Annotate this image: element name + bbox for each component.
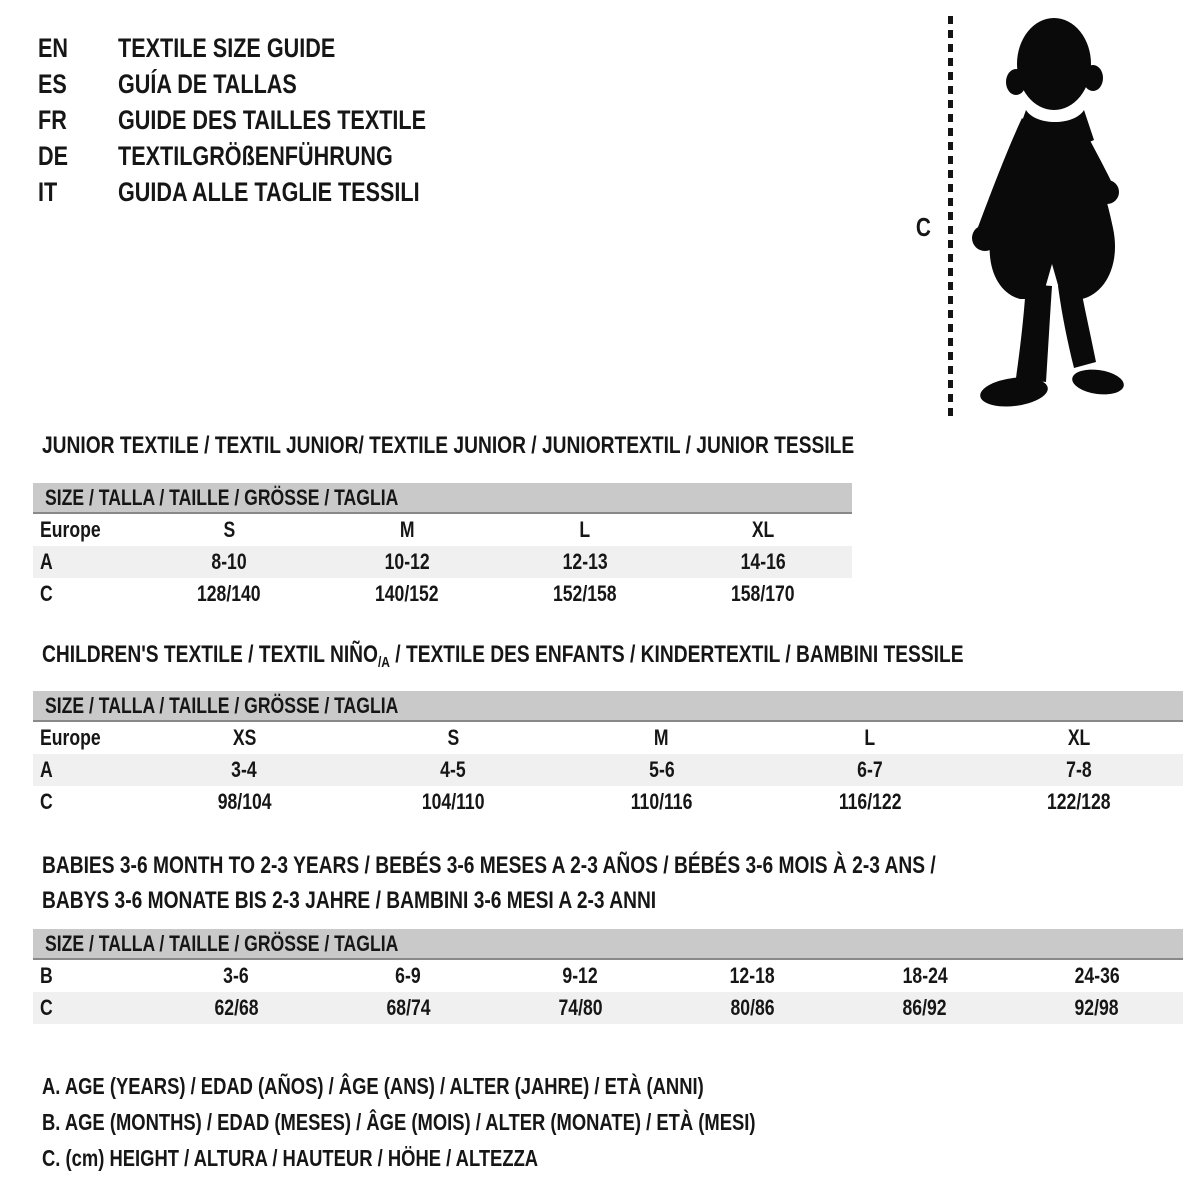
row-label: B <box>40 963 53 988</box>
language-row-it <box>38 174 503 210</box>
column-header-s: S <box>223 517 235 542</box>
language-header <box>38 30 503 210</box>
children-title-subscript: /A <box>377 654 390 671</box>
babies-months-row <box>33 960 1183 992</box>
column-header-xl: XL <box>751 517 775 542</box>
language-row-fr <box>38 102 503 138</box>
children-title-main: CHILDREN'S TEXTILE / TEXTIL NIÑO <box>42 641 378 668</box>
language-code: DE <box>38 141 69 171</box>
language-code: EN <box>38 33 69 63</box>
row-label: C <box>40 995 53 1020</box>
height-value: 116/122 <box>838 789 902 814</box>
height-value: 62/68 <box>214 995 259 1020</box>
legend-line-b: B. AGE (MONTHS) / EDAD (MESES) / ÂGE (MOIS) / ALTER (MONATE) / ETÀ (MESI) <box>42 1109 756 1135</box>
children-age-row <box>33 754 1183 786</box>
height-value: 110/116 <box>630 789 693 814</box>
height-value: 122/128 <box>1046 789 1111 814</box>
column-header-l: L <box>579 517 591 542</box>
age-value: 14-16 <box>740 549 786 574</box>
height-value: 158/170 <box>731 581 795 606</box>
row-label: A <box>40 549 53 574</box>
age-value: 7-8 <box>1065 757 1092 782</box>
height-value: 80/86 <box>730 995 775 1020</box>
children-height-row <box>33 786 1183 818</box>
age-value: 10-12 <box>384 549 430 574</box>
guide-title: GUIDE DES TAILLES TEXTILE <box>118 105 427 135</box>
height-value: 86/92 <box>902 995 947 1020</box>
junior-height-row <box>33 578 852 610</box>
age-value: 8-10 <box>211 549 247 574</box>
height-value: 68/74 <box>386 995 431 1020</box>
language-code: ES <box>38 69 67 99</box>
children-section-title <box>42 641 1194 677</box>
junior-section-title: JUNIOR TEXTILE / TEXTIL JUNIOR/ TEXTILE JUNIOR / JUNIORTEXTIL / JUNIOR TESSILE <box>42 432 855 459</box>
age-value: 3-4 <box>231 757 258 782</box>
babies-title-line1: BABIES 3-6 MONTH TO 2-3 YEARS / BEBÉS 3-6 MESES A 2-3 AÑOS / BÉBÉS 3-6 MOIS À 2-3 ANS / <box>42 852 936 879</box>
age-value: 5-6 <box>648 757 675 782</box>
months-value: 3-6 <box>223 963 249 988</box>
legend-line-c: C. (cm) HEIGHT / ALTURA / HAUTEUR / HÖHE / ALTEZZA <box>42 1145 539 1171</box>
months-value: 18-24 <box>902 963 948 988</box>
column-header-xl: XL <box>1067 725 1090 750</box>
row-label: A <box>40 757 53 782</box>
height-measure-dashed-line <box>948 16 953 416</box>
babies-section-title <box>42 848 1159 918</box>
height-value: 92/98 <box>1074 995 1119 1020</box>
age-value: 12-13 <box>562 549 608 574</box>
measurement-legend <box>42 1068 934 1176</box>
region-label: Europe <box>40 517 101 542</box>
size-header-bar: SIZE / TALLA / TAILLE / GRÖSSE / TAGLIA <box>33 483 852 514</box>
height-value: 128/140 <box>197 581 261 606</box>
babies-height-row <box>33 992 1183 1024</box>
language-code: FR <box>38 105 67 135</box>
babies-title-line2: BABYS 3-6 MONATE BIS 2-3 JAHRE / BAMBINI 3-6 MESI A 2-3 ANNI <box>42 887 657 914</box>
language-row-de <box>38 138 503 174</box>
guide-title: TEXTILE SIZE GUIDE <box>118 33 336 63</box>
months-value: 24-36 <box>1074 963 1120 988</box>
junior-columns-row <box>33 514 852 546</box>
height-value: 152/158 <box>553 581 617 606</box>
toddler-silhouette-image <box>964 14 1140 418</box>
language-row-en <box>38 30 503 66</box>
children-columns-row <box>33 722 1183 754</box>
height-value: 104/110 <box>421 789 485 814</box>
column-header-s: S <box>447 725 459 750</box>
age-value: 4-5 <box>440 757 466 782</box>
guide-title: GUÍA DE TALLAS <box>118 69 297 99</box>
babies-size-table <box>33 929 1183 1024</box>
height-value: 74/80 <box>558 995 603 1020</box>
junior-age-row <box>33 546 852 578</box>
age-value: 6-7 <box>857 757 883 782</box>
guide-title: TEXTILGRÖßENFÜHRUNG <box>118 141 393 171</box>
column-header-xs: XS <box>232 725 257 750</box>
months-value: 12-18 <box>730 963 776 988</box>
size-header-bar: SIZE / TALLA / TAILLE / GRÖSSE / TAGLIA <box>33 691 1183 722</box>
column-header-l: L <box>864 725 876 750</box>
column-header-m: M <box>399 517 415 542</box>
children-size-table <box>33 691 1183 818</box>
junior-size-table <box>33 483 852 610</box>
language-row-es <box>38 66 503 102</box>
size-header-bar: SIZE / TALLA / TAILLE / GRÖSSE / TAGLIA <box>33 929 1183 960</box>
height-measure-label: C <box>915 212 931 242</box>
legend-line-a: A. AGE (YEARS) / EDAD (AÑOS) / ÂGE (ANS) / ALTER (JAHRE) / ETÀ (ANNI) <box>42 1073 704 1099</box>
column-header-m: M <box>654 725 669 750</box>
language-code: IT <box>38 177 58 207</box>
height-value: 98/104 <box>217 789 272 814</box>
children-title-rest: / TEXTILE DES ENFANTS / KINDERTEXTIL / BAMBINI TESSILE <box>389 641 964 668</box>
region-label: Europe <box>40 725 101 750</box>
months-value: 9-12 <box>562 963 599 988</box>
height-value: 140/152 <box>375 581 439 606</box>
row-label: C <box>40 789 53 814</box>
guide-title: GUIDA ALLE TAGLIE TESSILI <box>118 177 420 207</box>
row-label: C <box>40 581 53 606</box>
months-value: 6-9 <box>395 963 421 988</box>
